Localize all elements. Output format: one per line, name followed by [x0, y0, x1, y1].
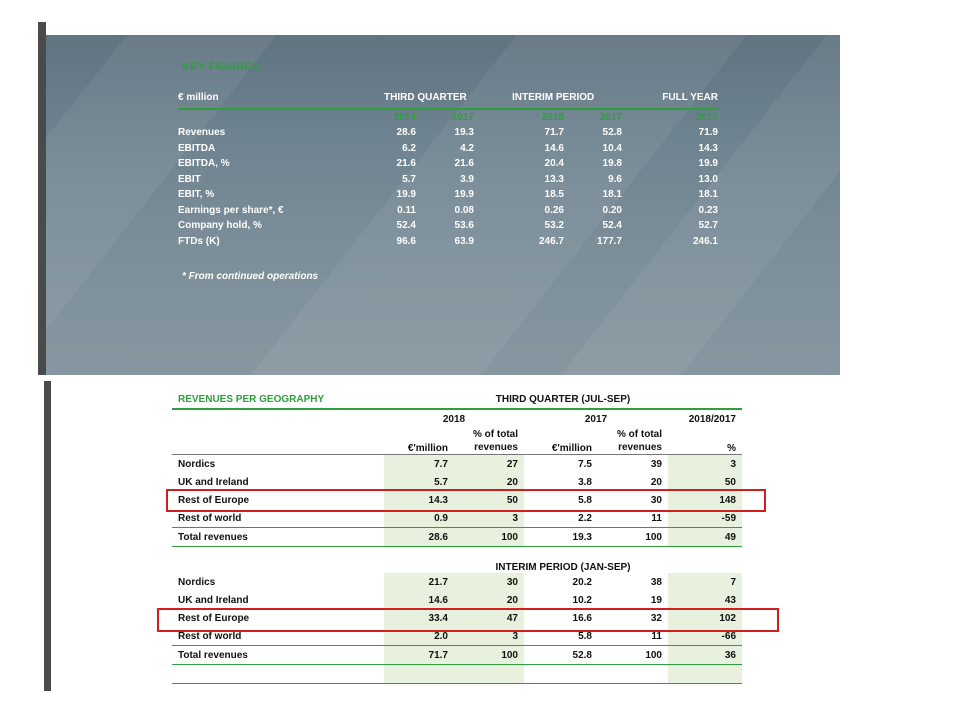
row-value: 53.6 [454, 220, 474, 232]
row-value: 100 [454, 528, 524, 547]
row-value: 0.23 [698, 204, 718, 216]
col-pct-total [598, 428, 668, 455]
row-value: 53.2 [544, 220, 564, 232]
row-label: Earnings per share*, € [178, 204, 284, 216]
col-million: €'million [384, 428, 454, 455]
key-figures-row [178, 203, 718, 219]
year-label: 2017 [451, 112, 474, 123]
row-value: 100 [598, 528, 668, 547]
total-row [172, 646, 742, 665]
row-value: 19.3 [524, 528, 598, 547]
row-value: 19.3 [454, 127, 474, 139]
row-value: 30 [650, 494, 662, 506]
row-value: 0.11 [397, 204, 416, 216]
row-value: 4.2 [460, 142, 474, 154]
row-value: 18.1 [698, 189, 718, 201]
row-value: 5.8 [578, 630, 592, 642]
row-value: 5.8 [578, 494, 592, 506]
interim-header-row [172, 547, 742, 574]
key-figures-row [178, 141, 718, 157]
row-value: 2.0 [384, 627, 454, 646]
total-row [172, 528, 742, 547]
group-full-year: FULL YEAR [622, 89, 718, 109]
year-label: 2017 [599, 112, 622, 123]
row-value: 18.5 [544, 189, 564, 201]
key-figures-panel [46, 35, 840, 375]
row-value: 7.7 [384, 455, 454, 474]
row-value: 19.9 [698, 158, 718, 170]
key-figures-row [178, 218, 718, 234]
row-label: Total revenues [172, 528, 384, 547]
geo-years-row [172, 409, 742, 428]
row-value: 52.4 [396, 220, 416, 232]
row-value: 52.4 [602, 220, 622, 232]
row-value: 3.9 [460, 173, 474, 185]
row-label: Rest of Europe [178, 494, 250, 506]
row-value: 19.8 [602, 158, 622, 170]
highlight-box-interim-rest-of-europe [157, 608, 779, 632]
row-value: 49 [668, 528, 742, 547]
row-value: 2.2 [578, 512, 592, 524]
col-million: €'million [524, 428, 598, 455]
row-value: 21.6 [454, 158, 474, 170]
row-value: 100 [598, 646, 668, 665]
row-label: Nordics [178, 458, 216, 470]
row-value: 52.7 [698, 220, 718, 232]
row-value: 28.6 [384, 528, 454, 547]
row-value: 14.3 [698, 142, 718, 154]
geo-colheads-row [172, 428, 742, 455]
row-value: 20.2 [572, 576, 592, 588]
row-value: 96.6 [396, 235, 416, 247]
year-label: 2017 [695, 112, 718, 123]
row-value: 27 [454, 455, 524, 474]
row-value: 16.6 [572, 612, 592, 624]
geo-title: REVENUES PER GEOGRAPHY [172, 390, 384, 409]
unit-label: € million [178, 89, 368, 109]
geo-row [172, 455, 742, 474]
row-label: FTDs (K) [178, 235, 220, 247]
row-value: 63.9 [454, 235, 474, 247]
row-label: EBIT, % [178, 189, 215, 201]
row-value: 32 [650, 612, 662, 624]
interim-header: INTERIM PERIOD (JAN-SEP) [495, 562, 631, 573]
row-value: 3 [454, 509, 524, 528]
row-value: 3 [668, 455, 742, 474]
row-value: 14.6 [384, 591, 454, 609]
group-third-quarter: THIRD QUARTER [368, 89, 474, 109]
row-value: 28.6 [396, 127, 416, 139]
geo-title-row [172, 390, 742, 409]
slide-left-bar [38, 22, 46, 375]
revenues-per-geography-table [172, 390, 742, 684]
row-value: 20 [454, 591, 524, 609]
col-pct-total-line1: % of total [617, 429, 662, 440]
row-value: 246.1 [692, 235, 718, 247]
row-value: 0.08 [454, 204, 474, 216]
row-value: 50 [668, 473, 742, 491]
key-figures-title: KEY FIGURES [182, 61, 260, 73]
row-value: 19.9 [454, 189, 474, 201]
key-figures-row [178, 156, 718, 172]
row-value: 38 [650, 576, 662, 588]
key-figures-row [178, 187, 718, 203]
geo-row [172, 573, 742, 591]
row-value: 33.4 [384, 609, 454, 627]
row-value: -59 [668, 509, 742, 528]
row-value: 71.7 [544, 127, 564, 139]
row-label: Rest of Europe [178, 612, 250, 624]
row-value: 5.7 [384, 473, 454, 491]
row-label: Rest of world [178, 512, 242, 524]
row-value: 39 [650, 458, 662, 470]
key-figures-footnote: * From continued operations [182, 271, 319, 282]
row-value: 14.6 [544, 142, 564, 154]
row-label: UK and Ireland [178, 594, 249, 606]
row-label: EBIT [178, 173, 201, 185]
row-value: 20.4 [544, 158, 564, 170]
row-value: 50 [454, 491, 524, 509]
row-label: EBITDA, % [178, 158, 230, 170]
col-pct-total-line2: revenues [474, 442, 518, 453]
row-value: 71.9 [698, 127, 718, 139]
year-label: 2018 [541, 112, 564, 123]
row-value: 0.9 [384, 509, 454, 528]
row-value: 6.2 [402, 142, 416, 154]
highlight-box-q3-rest-of-europe [166, 489, 766, 512]
row-value: 71.7 [384, 646, 454, 665]
row-value: 18.1 [602, 189, 622, 201]
row-value: 43 [668, 591, 742, 609]
key-figures-row [178, 172, 718, 188]
key-figures-table [178, 89, 718, 249]
row-value: 3 [454, 627, 524, 646]
row-value: 19 [650, 594, 662, 606]
row-value: 148 [668, 491, 742, 509]
col-pct-total [454, 428, 524, 455]
row-value: 21.6 [396, 158, 416, 170]
year-2017-label: 2017 [584, 413, 608, 425]
row-value: 7 [668, 573, 742, 591]
row-value: 20 [650, 476, 662, 488]
row-label: Company hold, % [178, 220, 262, 232]
row-value: 102 [668, 609, 742, 627]
row-value: 52.8 [524, 646, 598, 665]
row-value: 30 [454, 573, 524, 591]
row-value: 14.3 [384, 491, 454, 509]
row-value: 36 [668, 646, 742, 665]
row-label: Nordics [178, 576, 216, 588]
row-value: 5.7 [402, 173, 416, 185]
row-value: 0.26 [544, 204, 564, 216]
row-value: 7.5 [578, 458, 592, 470]
q3-header: THIRD QUARTER (JUL-SEP) [384, 390, 742, 409]
row-label: Total revenues [172, 646, 384, 665]
row-value: 52.8 [602, 127, 622, 139]
row-value: 11 [651, 630, 662, 642]
row-value: 20 [454, 473, 524, 491]
row-value: 10.4 [602, 142, 622, 154]
row-value: 11 [651, 512, 662, 524]
geo-bottom-spacer [172, 665, 742, 684]
row-value: 13.0 [698, 173, 718, 185]
row-value: 9.6 [608, 173, 622, 185]
col-pct-total-line1: % of total [473, 429, 518, 440]
row-value: 13.3 [544, 173, 564, 185]
year-change-label: 2018/2017 [688, 413, 736, 425]
row-value: -66 [668, 627, 742, 646]
group-interim-period: INTERIM PERIOD [474, 89, 622, 109]
row-value: 100 [454, 646, 524, 665]
key-figures-years-row [178, 109, 718, 125]
slide-left-bar [44, 381, 51, 691]
key-figures-row [178, 125, 718, 141]
row-value: 177.7 [596, 235, 622, 247]
row-value: 19.9 [396, 189, 416, 201]
row-value: 3.8 [578, 476, 592, 488]
key-figures-header-row [178, 89, 718, 109]
row-label: EBITDA [178, 142, 216, 154]
row-value: 10.2 [572, 594, 592, 606]
col-pct-total-line2: revenues [618, 442, 662, 453]
row-value: 47 [454, 609, 524, 627]
row-label: Rest of world [178, 630, 242, 642]
row-label: Revenues [178, 127, 226, 139]
year-2018-label: 2018 [442, 413, 466, 425]
key-figures-row [178, 234, 718, 250]
row-value: 0.20 [602, 204, 622, 216]
row-value: 246.7 [538, 235, 564, 247]
row-value: 21.7 [384, 573, 454, 591]
geo-row [172, 591, 742, 609]
row-label: UK and Ireland [178, 476, 249, 488]
year-label: 2018 [393, 112, 416, 123]
col-pct: % [668, 428, 742, 455]
